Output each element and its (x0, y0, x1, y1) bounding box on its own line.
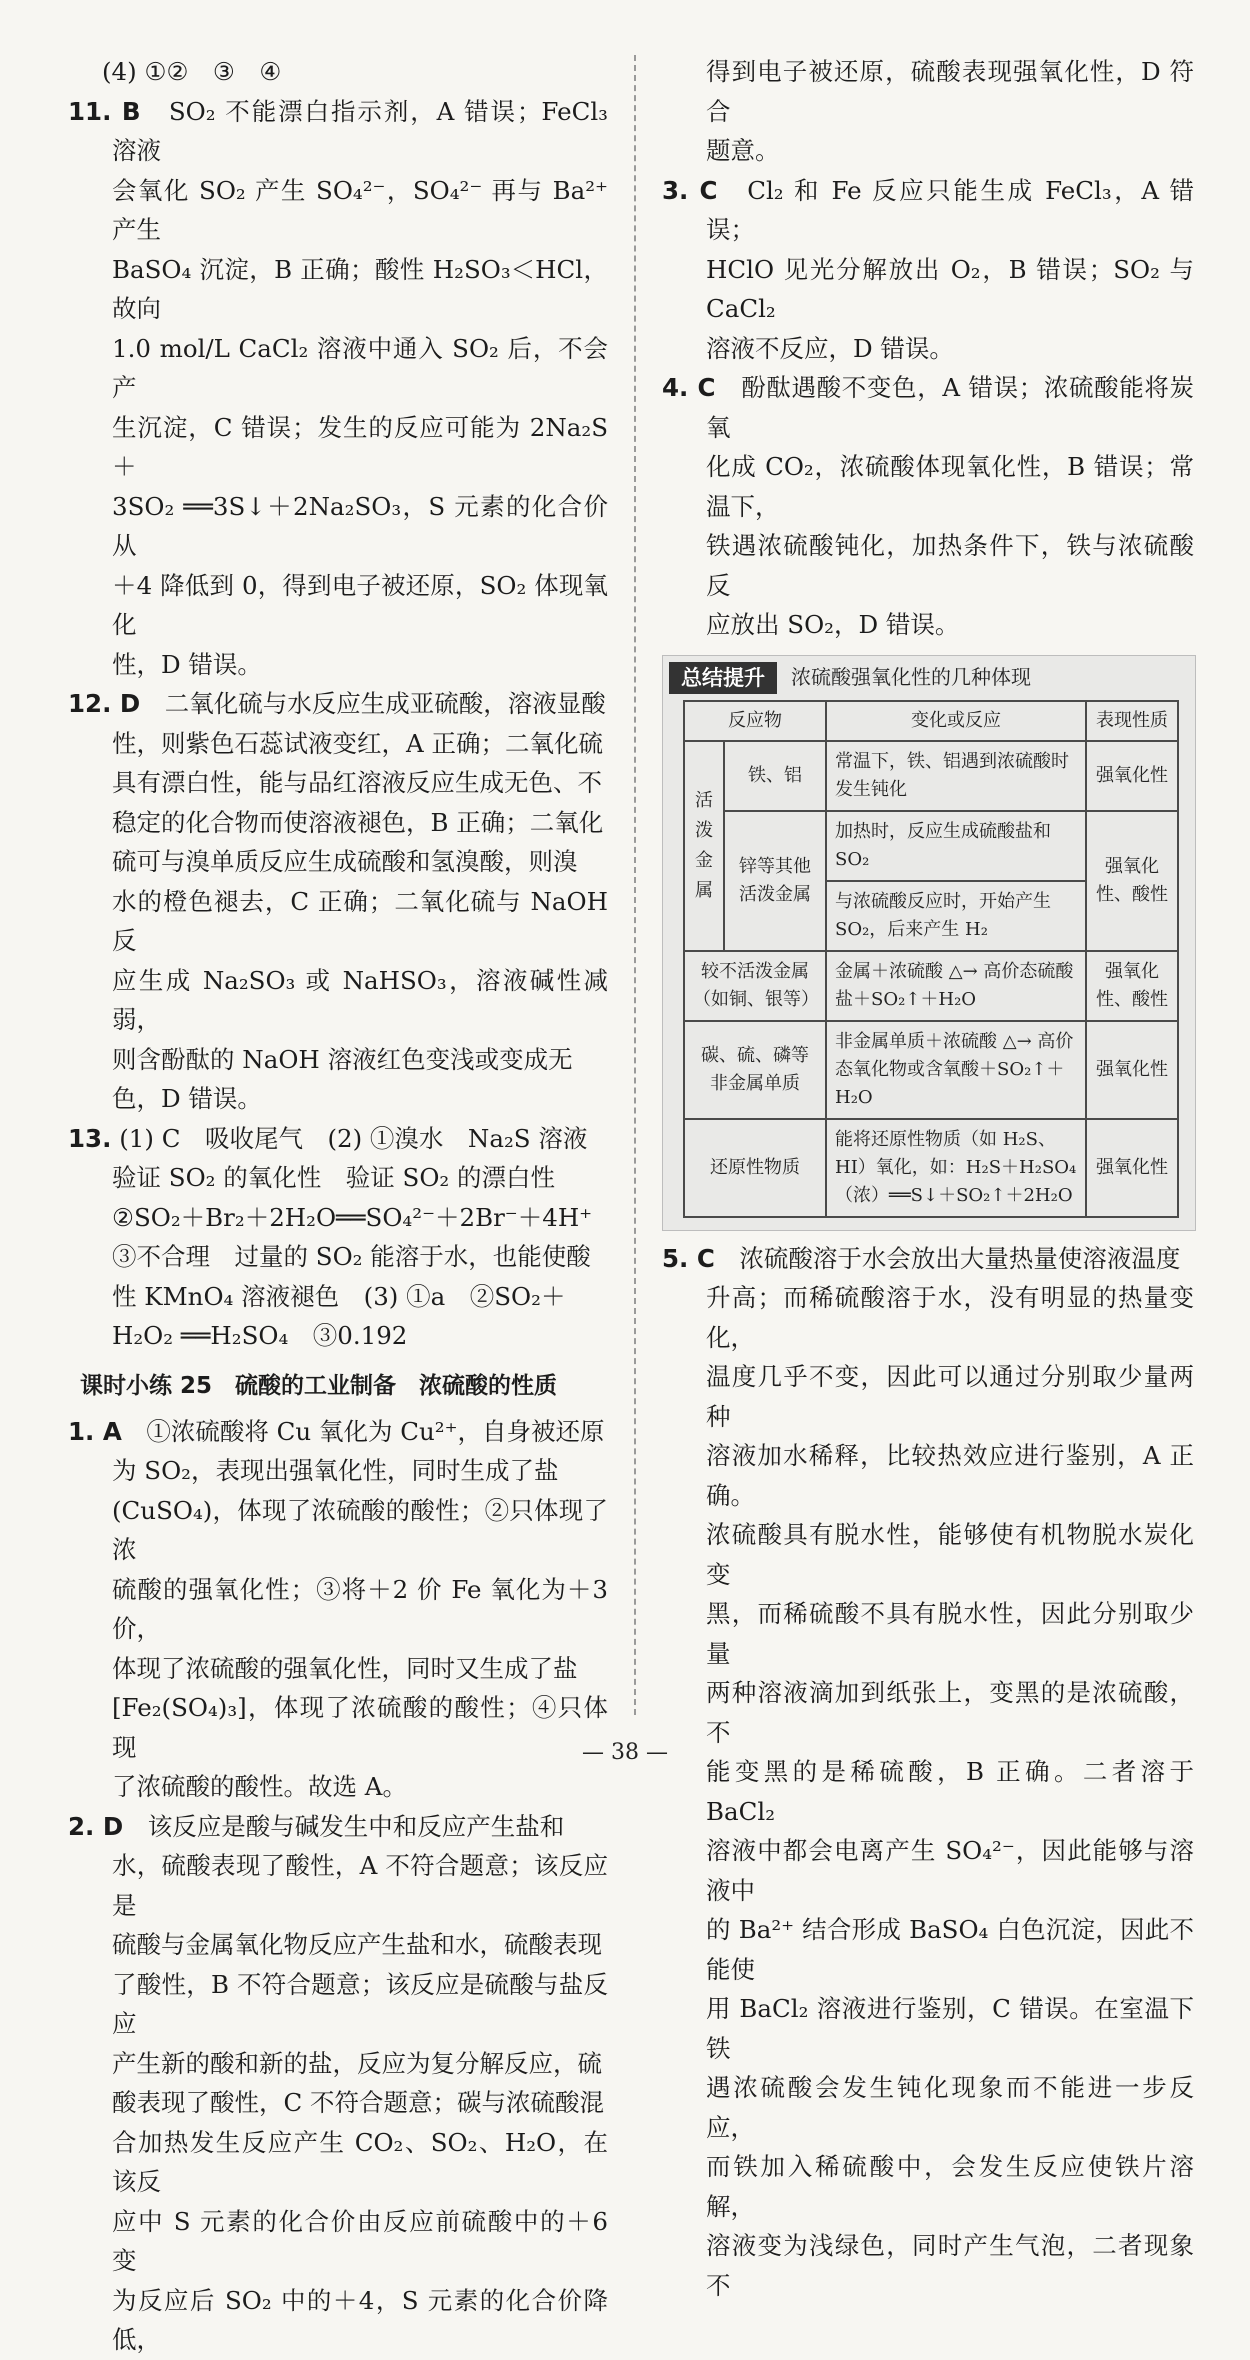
text-line: 1.0 mol/L CaCl₂ 溶液中通入 SO₂ 后，不会产 (112, 333, 608, 402)
group-label: 活泼金属 (684, 741, 724, 951)
text-line: 化成 CO₂，浓硫酸体现氧化性，B 错误；常温下， (706, 452, 1194, 521)
text-line: 验证 SO₂ 的氧化性 验证 SO₂ 的漂白性 (112, 1163, 556, 1192)
text-line: 3SO₂ ══3S↓＋2Na₂SO₃，S 元素的化合价从 (112, 491, 608, 560)
text-line: 合加热发生反应产生 CO₂、SO₂、H₂O，在该反 (112, 2127, 608, 2196)
text-line: 溶液加水稀释，比较热效应进行鉴别，A 正确。 (706, 1441, 1194, 1510)
text-line: 会氧化 SO₂ 产生 SO₄²⁻，SO₄²⁻ 再与 Ba²⁺ 产生 (112, 175, 608, 244)
text-line: 产生新的酸和新的盐，反应为复分解反应，硫 (112, 2048, 602, 2078)
change-cell: 能将还原性物质（如 H₂S、HI）氧化，如：H₂S＋H₂SO₄（浓）══S↓＋SO₂↑＋2H₂O (826, 1119, 1086, 1217)
text-line: BaSO₄ 沉淀，B 正确；酸性 H₂SO₃＜HCl，故向 (112, 254, 608, 323)
text-line: 了浓硫酸的酸性。故选 A。 (112, 1772, 407, 1801)
reactant-cell: 还原性物质 (684, 1119, 826, 1217)
table-row (684, 1119, 1178, 1217)
text-line: 体现了浓硫酸的强氧化性，同时又生成了盐 (112, 1653, 578, 1683)
property-cell: 强氧化性 (1086, 741, 1178, 811)
text-line: [Fe₂(SO₄)₃]，体现了浓硫酸的酸性；④只体现 (112, 1693, 608, 1762)
text-line: HClO 见光分解放出 O₂，B 错误；SO₂ 与 CaCl₂ (706, 254, 1194, 323)
reactant-cell: 较不活泼金属（如铜、银等） (684, 951, 826, 1021)
text-line: 题意。 (706, 136, 780, 165)
question-number: 5. C (662, 1243, 715, 1273)
reactant-cell: 锌等其他活泼金属 (724, 811, 826, 951)
answer-2-continued (662, 52, 1194, 171)
text-line: ②SO₂＋Br₂＋2H₂O══SO₄²⁻＋2Br⁻＋4H⁺ (112, 1202, 593, 1232)
text-line: ＋4 降低到 0，得到电子被还原，SO₂ 体现氧化 (112, 570, 608, 639)
reactant-cell: 铁、铝 (724, 741, 826, 811)
answer-2 (68, 1807, 608, 2360)
text-line: 性，D 错误。 (112, 649, 262, 679)
question-number: 3. C (662, 175, 718, 205)
text-line: 酸表现了酸性，C 不符合题意；碳与浓硫酸混 (112, 2088, 605, 2117)
property-cell: 强氧化性、酸性 (1086, 951, 1178, 1021)
property-cell: 强氧化性 (1086, 1021, 1178, 1119)
table-row (684, 1021, 1178, 1119)
text-line: 为 SO₂，表现出强氧化性，同时生成了盐 (112, 1456, 559, 1485)
text-line: 溶液中都会电离产生 SO₄²⁻，因此能够与溶液中 (706, 1836, 1194, 1905)
text-line: 应放出 SO₂，D 错误。 (706, 610, 960, 639)
header-reactant: 反应物 (684, 701, 826, 741)
text-line: (CuSO₄)，体现了浓硫酸的酸性；②只体现了浓 (112, 1495, 608, 1564)
change-cell: 与浓硫酸反应时，开始产生 SO₂，后来产生 H₂ (826, 881, 1086, 951)
text-line: 溶液变为浅绿色，同时产生气泡，二者现象不 (706, 2231, 1194, 2300)
left-column (68, 52, 608, 2360)
text-line: 生沉淀，C 错误；发生的反应可能为 2Na₂S＋ (112, 412, 608, 481)
text-line: 浓硫酸溶于水会放出大量热量使溶液温度 (739, 1243, 1181, 1273)
text-line: 具有漂白性，能与品红溶液反应生成无色、不 (112, 768, 602, 797)
text-line: 温度几乎不变，因此可以通过分别取少量两种 (706, 1362, 1194, 1431)
text-line: 应中 S 元素的化合价由反应前硫酸中的＋6 变 (112, 2206, 608, 2275)
question-13 (68, 1119, 608, 1356)
text-line: 能变黑的是稀硫酸，B 正确。二者溶于 BaCl₂ (706, 1757, 1194, 1826)
text-line: 溶液不反应，D 错误。 (706, 333, 954, 363)
answer-line: (4) ①② ③ ④ (102, 57, 282, 86)
table-row (684, 741, 1178, 811)
text-line: 得到电子被还原，硫酸表现强氧化性，D 符合 (706, 57, 1194, 126)
question-12 (68, 684, 608, 1119)
text-line: 酚酞遇酸不变色，A 错误；浓硫酸能将炭氧 (706, 373, 1194, 442)
text-line: 升高；而稀硫酸溶于水，没有明显的热量变化， (706, 1283, 1194, 1352)
text-line: 黑，而稀硫酸不具有脱水性，因此分别取少量 (706, 1599, 1194, 1668)
text-line: Cl₂ 和 Fe 反应只能生成 FeCl₃，A 错误； (706, 175, 1194, 244)
text-line: 性 KMnO₄ 溶液褪色 (3) ①a ②SO₂＋ (112, 1281, 566, 1311)
summary-header (663, 660, 1195, 696)
header-change: 变化或反应 (826, 701, 1086, 741)
text-line: 该反应是酸与碱发生中和反应产生盐和 (147, 1811, 565, 1841)
summary-title: 浓硫酸强氧化性的几种体现 (791, 664, 1031, 689)
table-header-row (684, 701, 1178, 741)
question-number: 2. D (68, 1811, 124, 1841)
text-line: 则含酚酞的 NaOH 溶液红色变浅或变成无 (112, 1044, 573, 1074)
change-cell: 金属＋浓硫酸 △→ 高价态硫酸盐＋SO₂↑＋H₂O (826, 951, 1086, 1021)
table-row (684, 811, 1178, 881)
text-line: (1) C 吸收尾气 (2) ①溴水 Na₂S 溶液 (119, 1123, 588, 1153)
text-line: H₂O₂ ══H₂SO₄ ③0.192 (112, 1321, 408, 1350)
question-number: 12. D (68, 689, 141, 718)
header-property: 表现性质 (1086, 701, 1178, 741)
change-cell: 常温下，铁、铝遇到浓硫酸时发生钝化 (826, 741, 1086, 811)
text-line: 两种溶液滴加到纸张上，变黑的是浓硫酸，不 (706, 1678, 1194, 1747)
change-cell: 非金属单质＋浓硫酸 △→ 高价态氧化物或含氧酸＋SO₂↑＋H₂O (826, 1021, 1086, 1119)
text-line: 的 Ba²⁺ 结合形成 BaSO₄ 白色沉淀，因此不能使 (706, 1915, 1194, 1984)
right-column (662, 52, 1194, 2305)
question-number: 1. A (68, 1416, 122, 1446)
column-divider (634, 55, 636, 1715)
answer-4 (662, 368, 1194, 645)
text-line: 浓硫酸具有脱水性，能够使有机物脱水炭化变 (706, 1520, 1194, 1589)
text-line: 二氧化硫与水反应生成亚硫酸，溶液显酸 (164, 689, 606, 718)
summary-box (662, 655, 1196, 1231)
text-line: 稳定的化合物而使溶液褪色，B 正确；二氧化 (112, 807, 604, 837)
answer-3 (662, 171, 1194, 369)
text-line: 硫酸与金属氧化物反应产生盐和水，硫酸表现 (112, 1930, 602, 1959)
summary-table (683, 700, 1179, 1218)
text-line: ①浓硫酸将 Cu 氧化为 Cu²⁺，自身被还原 (146, 1416, 605, 1446)
text-line: 铁遇浓硫酸钝化，加热条件下，铁与浓硫酸反 (706, 531, 1194, 600)
summary-tag: 总结提升 (669, 662, 777, 694)
table-row (684, 951, 1178, 1021)
text-line: SO₂ 不能漂白指示剂，A 错误；FeCl₃ 溶液 (112, 96, 608, 165)
section-title: 课时小练 25 硫酸的工业制备 浓硫酸的性质 (80, 1372, 558, 1399)
text-line: 硫酸的强氧化性；③将＋2 价 Fe 氧化为＋3 价， (112, 1574, 608, 1643)
property-cell: 强氧化性、酸性 (1086, 811, 1178, 951)
text-line: 而铁加入稀硫酸中，会发生反应使铁片溶解， (706, 2152, 1194, 2221)
text-line: 性，则紫色石蕊试液变红，A 正确；二氧化硫 (112, 728, 603, 758)
answer-5 (662, 1239, 1194, 2306)
text-line: 硫可与溴单质反应生成硫酸和氢溴酸，则溴 (112, 847, 578, 876)
change-cell: 加热时，反应生成硫酸盐和 SO₂ (826, 811, 1086, 881)
question-number: 11. B (68, 96, 141, 126)
question-number: 13. (68, 1123, 112, 1153)
question-number: 4. C (662, 373, 716, 402)
text-line: 色，D 错误。 (112, 1084, 262, 1113)
text-line: 为反应后 SO₂ 中的＋4，S 元素的化合价降低， (112, 2285, 608, 2354)
text-line: 水，硫酸表现了酸性，A 不符合题意；该反应是 (112, 1851, 608, 1920)
text-line: 水的橙色褪去，C 正确；二氧化硫与 NaOH 反 (112, 886, 608, 955)
text-line: 用 BaCl₂ 溶液进行鉴别，C 错误。在室温下铁 (706, 1994, 1194, 2063)
text-line: 遇浓硫酸会发生钝化现象而不能进一步反应， (706, 2073, 1194, 2142)
property-cell: 强氧化性 (1086, 1119, 1178, 1217)
question-11 (68, 92, 608, 685)
text-line: 应生成 Na₂SO₃ 或 NaHSO₃，溶液碱性减弱， (112, 965, 608, 1034)
text-line: 了酸性，B 不符合题意；该反应是硫酸与盐反应 (112, 1969, 608, 2038)
text-line: ③不合理 过量的 SO₂ 能溶于水，也能使酸 (112, 1242, 591, 1271)
page-number: — 38 — (582, 1740, 668, 1765)
reactant-cell: 碳、硫、磷等非金属单质 (684, 1021, 826, 1119)
